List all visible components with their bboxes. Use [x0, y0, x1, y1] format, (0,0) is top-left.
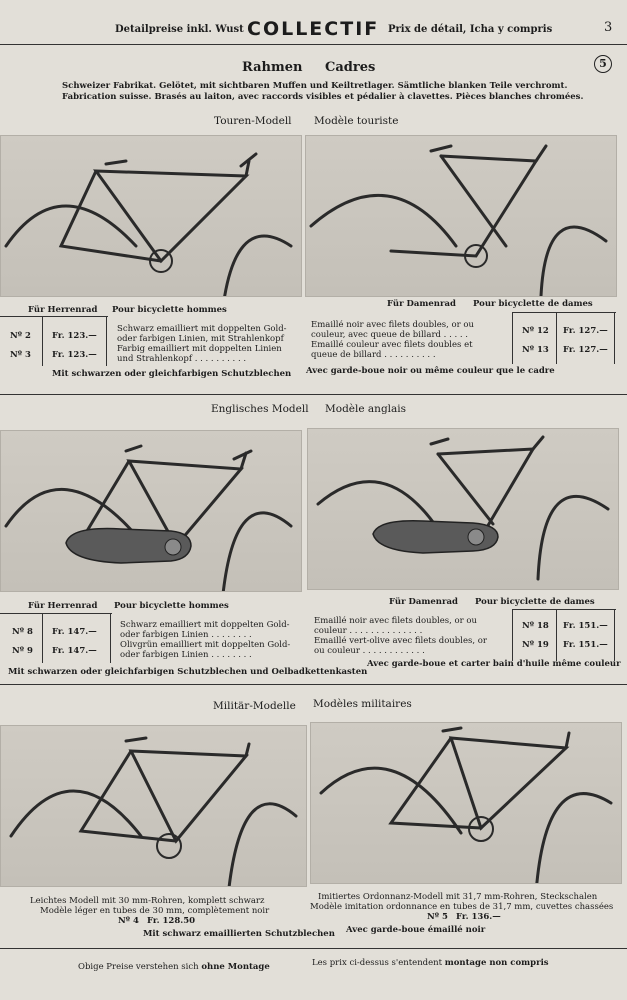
military-left-fr: Modèle léger en tubes de 30 mm, complètement noir: [40, 906, 270, 916]
touring-men-fr: Pour bicyclette hommes: [112, 305, 227, 315]
military-left-price: Fr. 128.50: [147, 916, 196, 926]
english-table-top-left: [0, 613, 112, 614]
header-left: Detailpreise inkl. Wust: [115, 24, 244, 35]
touring-table-divider: [614, 312, 615, 364]
intro-de: Schweizer Fabrikat. Gelötet, mit sichtbaren Muffen und Keiltretlager. Sämtliche blanken Teile verchromt.: [62, 81, 568, 91]
military-right-price: Fr. 136.—: [456, 912, 501, 922]
touring-table-divider: [556, 312, 557, 364]
touring-desc-de: oder farbigen Linien, mit Strahlenkopf: [117, 334, 284, 344]
touring-heading-fr: Modèle touriste: [314, 115, 399, 127]
page-header: [0, 20, 627, 44]
english-foot-fr: Avec garde-boue et carter bain d'huile même couleur: [367, 659, 621, 669]
touring-row-price-right: Fr. 127.—: [563, 326, 608, 336]
english-foot-de: Mit schwarzen oder gleichfarbigen Schutzblechen und Oelbadkettenkasten: [8, 667, 368, 677]
touring-row-no-right: Nº 13: [522, 345, 549, 355]
english-men-bicycle-illustration: [1, 431, 301, 591]
touring-row-no: Nº 2: [10, 331, 31, 341]
touring-women-bicycle-illustration: [306, 136, 616, 296]
footer-de: [78, 962, 270, 972]
english-men-fr: Pour bicyclette hommes: [114, 601, 229, 611]
touring-desc-de: Farbig emailliert mit doppelten Linien: [117, 344, 282, 354]
english-table-top-right: [512, 609, 616, 610]
english-table-divider: [42, 613, 43, 663]
english-women-bicycle-photo: [307, 428, 619, 590]
english-desc-de: Olivgrün emailliert mit doppelten Gold-: [120, 640, 291, 650]
touring-table-top-right: [512, 312, 616, 313]
english-row-no: Nº 9: [12, 646, 33, 656]
military-light-bicycle-photo: [0, 725, 307, 887]
touring-foot-de: Mit schwarzen oder gleichfarbigen Schutzblechen: [52, 369, 292, 379]
military-left-no: Nº 4: [118, 916, 139, 926]
touring-table-divider: [512, 312, 513, 364]
english-row-price-right: Fr. 151.—: [563, 621, 608, 631]
english-women-de: Für Damenrad: [389, 597, 458, 607]
section-rule: [0, 394, 627, 395]
english-table-divider: [110, 613, 111, 663]
military-left-de: Leichtes Modell mit 30 mm-Rohren, komplett schwarz: [30, 896, 265, 906]
header-right: Prix de détail, Icha y compris: [388, 24, 553, 35]
english-table-divider: [556, 609, 557, 661]
touring-desc-fr: queue de billard . . . . . . . . . .: [311, 350, 436, 360]
page-number: 3: [604, 20, 613, 35]
intro-fr: Fabrication suisse. Brasés au laiton, avec raccords visibles et pédalier à clavettes. Pièces blanches chromées.: [62, 92, 584, 102]
touring-women-fr: Pour bicyclette de dames: [473, 299, 593, 309]
header-rule: [0, 44, 627, 45]
touring-desc-de: und Strahlenkopf . . . . . . . . . .: [117, 354, 247, 364]
english-desc-de: oder farbigen Linien . . . . . . . .: [120, 630, 252, 640]
touring-men-bicycle-illustration: [1, 136, 301, 296]
english-heading-fr: Modèle anglais: [325, 403, 407, 415]
touring-women-de: Für Damenrad: [387, 299, 456, 309]
military-foot-de: Mit schwarz emaillierten Schutzblechen: [143, 929, 335, 939]
english-row-no: Nº 8: [12, 627, 33, 637]
brand-logo: COLLECTIF: [247, 18, 380, 40]
english-heading-de: Englisches Modell: [211, 403, 309, 415]
touring-desc-de: Schwarz emailliert mit doppelten Gold-: [117, 324, 287, 334]
touring-desc-fr: Emaillé noir avec filets doubles, or ou: [311, 320, 475, 330]
touring-men-bicycle-photo: [0, 135, 302, 297]
military-heading-fr: Modèles militaires: [313, 698, 412, 710]
touring-desc-fr: Emaillé couleur avec filets doubles et: [311, 340, 473, 350]
english-desc-fr: ou couleur . . . . . . . . . . . .: [314, 646, 425, 656]
touring-row-no: Nº 3: [10, 350, 31, 360]
footer-fr: [312, 958, 549, 968]
english-desc-fr: Emaillé vert-olive avec filets doubles, or: [314, 636, 487, 646]
touring-row-no-right: Nº 12: [522, 326, 549, 336]
military-light-bicycle-illustration: [1, 726, 306, 886]
touring-heading-de: Touren-Modell: [214, 115, 292, 127]
english-table-divider: [614, 609, 615, 661]
english-desc-de: oder farbigen Linien . . . . . . . .: [120, 650, 252, 660]
english-women-bicycle-illustration: [308, 429, 618, 589]
touring-row-price-right: Fr. 127.—: [563, 345, 608, 355]
english-row-price: Fr. 147.—: [52, 646, 97, 656]
section-rule: [0, 684, 627, 685]
title-de: Rahmen: [242, 60, 303, 75]
chain-guard-icon: [66, 529, 191, 563]
touring-table-divider: [42, 316, 43, 366]
english-desc-de: Schwarz emailliert mit doppelten Gold-: [120, 620, 290, 630]
english-desc-fr: Emaillé noir avec filets doubles, or ou: [314, 616, 478, 626]
military-right-de: Imitiertes Ordonnanz-Modell mit 31,7 mm-Rohren, Steckschalen: [318, 892, 598, 902]
military-foot-fr: Avec garde-boue émaillé noir: [346, 925, 486, 935]
military-right-no: Nº 5: [427, 912, 448, 922]
title-fr: Cadres: [325, 60, 376, 75]
english-row-price: Fr. 147.—: [52, 627, 97, 637]
touring-desc-fr: couleur, avec queue de billard . . . . .: [311, 330, 468, 340]
military-ordonnance-bicycle-illustration: [311, 723, 621, 883]
english-table-divider: [512, 609, 513, 661]
english-row-no-right: Nº 18: [522, 621, 549, 631]
english-row-no-right: Nº 19: [522, 640, 549, 650]
military-heading-de: Militär-Modelle: [213, 700, 296, 712]
military-right-fr: Modèle imitation ordonnance en tubes de 31,7 mm, cuvettes chassées: [310, 902, 614, 912]
footer-de-emphasis: ohne Montage: [201, 962, 270, 972]
footer-fr-text: Les prix ci-dessus s'entendent: [312, 958, 443, 968]
touring-row-price: Fr. 123.—: [52, 350, 97, 360]
section-badge: 5: [594, 55, 612, 73]
touring-table-divider: [106, 316, 107, 366]
english-row-price-right: Fr. 151.—: [563, 640, 608, 650]
touring-foot-fr: Avec garde-boue noir ou même couleur que le cadre: [306, 366, 555, 376]
touring-women-bicycle-photo: [305, 135, 617, 297]
english-men-bicycle-photo: [0, 430, 302, 592]
english-women-fr: Pour bicyclette de dames: [475, 597, 595, 607]
english-desc-fr: couleur . . . . . . . . . . . . . .: [314, 626, 423, 636]
touring-table-top-left: [0, 316, 108, 317]
chain-guard-icon: [373, 521, 498, 553]
section-rule: [0, 948, 627, 949]
military-ordonnance-bicycle-photo: [310, 722, 622, 884]
english-men-de: Für Herrenrad: [28, 601, 98, 611]
footer-fr-emphasis: montage non compris: [444, 958, 549, 968]
touring-men-de: Für Herrenrad: [28, 305, 98, 315]
touring-row-price: Fr. 123.—: [52, 331, 97, 341]
footer-de-text: Obige Preise verstehen sich: [78, 962, 199, 972]
